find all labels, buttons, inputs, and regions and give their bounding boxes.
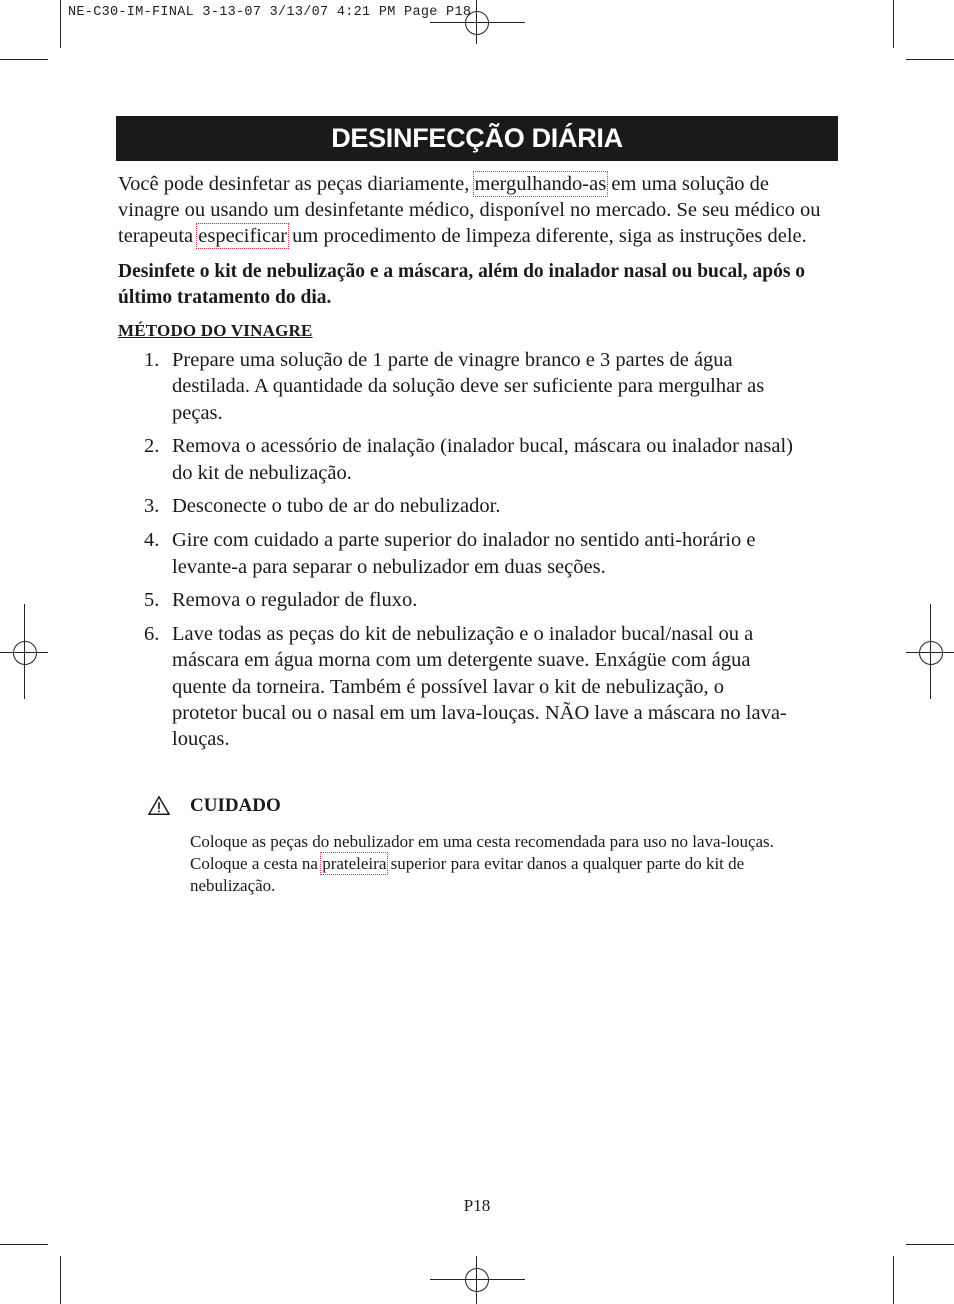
step-item: 3. Desconecte o tubo de ar do nebulizador. [144, 495, 501, 518]
caution-text: Coloque as peças do nebulizador em uma cesta recomendada para uso no lava-louças. Coloque a cesta na prateleira superior para evitar danos a qualquer parte do kit de nebulização. [190, 832, 774, 895]
highlight-mergulhando: mergulhando-as [474, 173, 607, 195]
step-item: 1. Prepare uma solução de 1 parte de vinagre branco e 3 partes de água destilada. A quantidade da solução deve ser suficiente para mergulhar as peças. [144, 349, 765, 424]
caution-box [148, 795, 808, 897]
step-item: 6. Lave todas as peças do kit de nebulização e o inalador bucal/nasal ou a máscara em água morna com um detergente suave. Enxágüe com água quente da torneira. Também é possível lavar o kit de nebulização, o protetor bucal ou o nasal em um lava-louças. NÃO lave a máscara no lava-louças. [144, 623, 787, 751]
page-number: P18 [463, 1196, 491, 1215]
bold-note: Desinfete o kit de nebulização e a máscara, além do inalador nasal ou bucal, após o último tratamento do dia. [118, 261, 806, 308]
caution-title: CUIDADO [190, 795, 281, 816]
step-item: 4. Gire com cuidado a parte superior do inalador no sentido anti-horário e levante-a para separar o nebulizador em duas seções. [144, 529, 756, 578]
method-heading: MÉTODO DO VINAGRE [118, 321, 313, 340]
title-bar [116, 116, 838, 161]
print-slug: NE-C30-IM-FINAL 3-13-07 3/13/07 4:21 PM Page P18 [68, 5, 472, 20]
main-content [118, 171, 834, 760]
page-title: DESINFECÇÃO DIÁRIA [331, 123, 623, 153]
caution-header [148, 795, 808, 817]
steps-list [118, 347, 834, 753]
step-item: 2. Remova o acessório de inalação (inalador bucal, máscara ou inalador nasal) do kit de nebulização. [144, 435, 793, 484]
highlight-especificar: especificar [198, 225, 288, 247]
step-item: 5. Remova o regulador de fluxo. [144, 589, 418, 612]
intro-paragraph: Você pode desinfetar as peças diariamente, mergulhando-as em uma solução de vinagre ou usando um desinfetante médico, disponível no mercado. Se seu médico ou terapeuta especificar um procedimento de limpeza diferente, siga as instruções dele. [118, 173, 821, 247]
highlight-prateleira: prateleira [322, 854, 387, 873]
warning-triangle-icon [148, 795, 170, 817]
